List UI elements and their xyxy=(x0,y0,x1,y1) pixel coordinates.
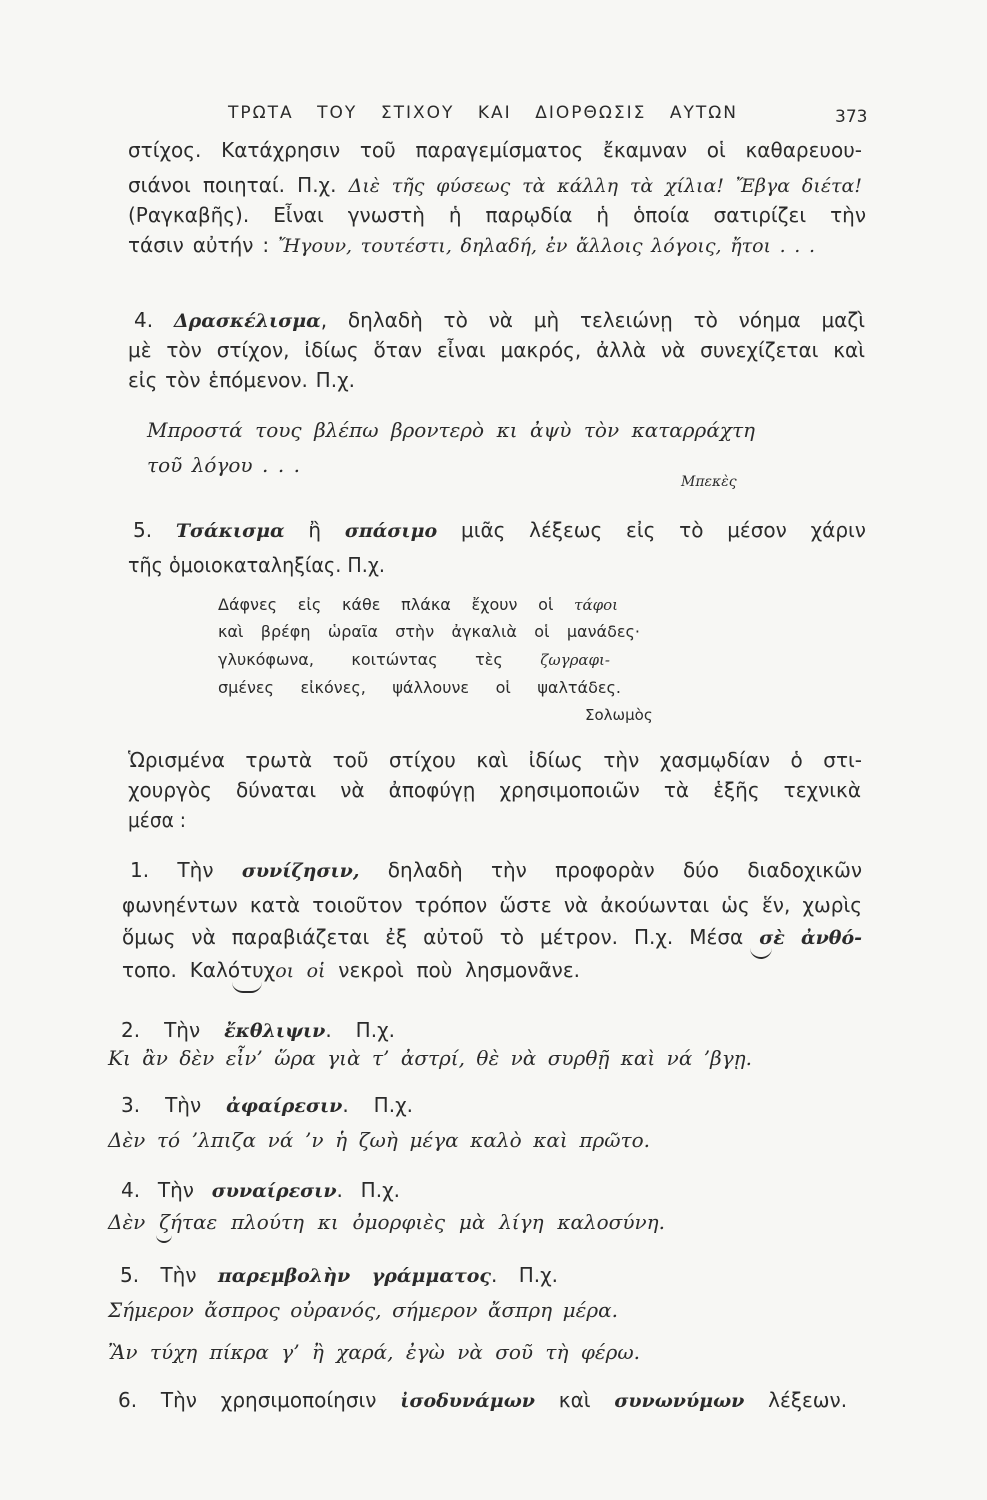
means-2-article: Τὴν xyxy=(164,1018,201,1042)
means-4-example: Δὲν ζήταε πλούτη κι ὀμορφιὲς μὰ λίγη καλοσύνη. xyxy=(108,1210,665,1234)
intro-line-2: χουργὸς δύναται νὰ ἀποφύγῃ χρησιμοποιῶν τὰ ἑξῆς τεχνικὰ xyxy=(128,778,861,802)
means-3-term: ἀφαίρεσιν xyxy=(226,1095,343,1117)
quote-2-line-1 xyxy=(218,594,618,616)
item-4-number: 4. xyxy=(134,308,154,332)
item-4-line-1 xyxy=(134,306,865,335)
quote-1-line-2: τοῦ λόγου . . . xyxy=(147,453,300,477)
quote-2-line-3-text: γλυκόφωνα, κοιτώντας τὲς xyxy=(218,650,503,669)
paragraph-1-line-4-text: τάσιν αὐτήν : xyxy=(128,233,270,257)
item-5-line-1-rest: μιᾶς λέξεως εἰς τὸ μέσον χάριν xyxy=(460,518,866,542)
means-6-line xyxy=(118,1386,847,1415)
means-6-term-2: συνωνύμων xyxy=(614,1390,745,1412)
means-6-text: Τὴν χρησιμοποίησιν xyxy=(160,1388,377,1412)
means-2-tail: . Π.χ. xyxy=(325,1018,395,1042)
means-6-tail: λέξεων. xyxy=(768,1388,848,1412)
item-4-line-1-rest: , δηλαδὴ τὸ νὰ μὴ τελειώνῃ τὸ νόημα μαζὶ xyxy=(320,308,866,332)
means-5-number: 5. xyxy=(120,1263,140,1287)
synizesis-mark xyxy=(750,948,772,959)
means-1-line-3-text: ὅμως νὰ παραβιάζεται ἐξ αὐτοῦ τὸ μέτρον. Π.χ. Μέσα xyxy=(122,925,744,949)
means-2-example: Κι ἂν δὲν εἶν’ ὥρα γιὰ τ’ ἀστρί, θὲ νὰ συρθῇ καὶ νά ’βγῃ. xyxy=(108,1046,752,1070)
means-3-tail: . Π.χ. xyxy=(342,1093,413,1117)
paragraph-1-line-2 xyxy=(128,171,862,200)
intro-line-3: μέσα : xyxy=(128,808,186,832)
means-1-line-1-rest: δηλαδὴ τὴν προφορὰν δύο διαδοχικῶν xyxy=(387,858,863,882)
means-2-heading xyxy=(121,1016,395,1045)
means-1-line-2: φωνηέντων κατὰ τοιοῦτον τρόπον ὥστε νὰ ἀκούωνται ὡς ἕν, χωρὶς xyxy=(122,893,862,917)
quote-1-author: Μπεκὲς xyxy=(681,474,737,490)
item-4-line-3: εἰς τὸν ἑπόμενον. Π.χ. xyxy=(128,368,355,392)
item-4-line-2: μὲ τὸν στίχον, ἰδίως ὅταν εἶναι μακρός, ἀλλὰ νὰ συνεχίζεται καὶ xyxy=(128,338,865,362)
means-4-tail: . Π.χ. xyxy=(336,1178,400,1202)
means-1-line-4 xyxy=(122,956,580,985)
means-3-example: Δὲν τό ’λπιζα νά ’ν ἡ ζωὴ μέγα καλὸ καὶ πρῶτο. xyxy=(108,1128,650,1152)
means-4-heading xyxy=(121,1176,400,1205)
item-5-term-1: Τσάκισμα xyxy=(175,520,285,542)
intro-line-1: Ὡρισμένα τρωτὰ τοῦ στίχου καὶ ἰδίως τὴν χασμῳδίαν ὁ στι- xyxy=(128,748,862,772)
means-1-line-4-text: τοπο. Καλότυχ xyxy=(122,958,276,982)
quote-1-line-1: Μπροστά τους βλέπω βροντερὸ κι ἀψὺ τὸν καταρράχτη xyxy=(147,418,755,442)
means-2-term: ἔκθλιψιν xyxy=(224,1020,326,1042)
means-1-number: 1. xyxy=(130,858,150,882)
means-3-heading xyxy=(121,1091,413,1120)
means-1-example-2: οι οἱ xyxy=(275,960,326,982)
means-1-example-1: σὲ ἀνθό- xyxy=(759,927,863,949)
item-5-conjunction: ἢ xyxy=(308,518,322,542)
paragraph-1-line-1: στίχος. Κατάχρησιν τοῦ παραγεμίσματος ἔκαμναν οἱ καθαρευου- xyxy=(128,138,862,162)
quote-2-line-1-text: Δάφνες εἰς κάθε πλάκα ἔχουν οἱ xyxy=(218,595,554,614)
means-1-line-4-rest: νεκροὶ ποὺ λησμονᾶνε. xyxy=(338,958,580,982)
means-3-number: 3. xyxy=(121,1093,141,1117)
item-5-line-1 xyxy=(133,516,866,545)
parody-example: Ἤγουν, τουτέστι, δηλαδή, ἐν ἄλλοις λόγοις, ἤτοι . . . xyxy=(278,235,815,257)
means-5-term: παρεμβολὴν γράμματος xyxy=(217,1265,491,1287)
item-5-line-2: τῆς ὁμοιοκαταληξίας. Π.χ. xyxy=(128,553,385,577)
item-5-number: 5. xyxy=(133,518,153,542)
running-title: ΤΡΩΤΑ ΤΟΥ ΣΤΙΧΟΥ ΚΑΙ ΔΙΟΡΘΩΣΙΣ ΑΥΤΩΝ xyxy=(228,103,738,123)
synizesis-mark xyxy=(232,982,262,993)
means-2-number: 2. xyxy=(121,1018,141,1042)
means-5-article: Τὴν xyxy=(160,1263,197,1287)
synaeresis-mark xyxy=(156,1233,172,1243)
quote-2-author: Σολωμὸς xyxy=(585,706,653,724)
quote-2-line-3-emph: ζωγραφι- xyxy=(540,651,610,669)
means-6-number: 6. xyxy=(118,1388,138,1412)
means-5-tail: . Π.χ. xyxy=(491,1263,559,1287)
katharevousa-example: Διὲ τῆς φύσεως τὰ κάλλη τὰ χίλια! Ἔβγα διέτα! xyxy=(348,175,862,197)
item-5-term-2: σπάσιμο xyxy=(344,520,438,542)
means-4-term: συναίρεσιν xyxy=(211,1180,337,1202)
paragraph-1-line-2-text: σιάνοι ποιηταί. Π.χ. xyxy=(128,173,337,197)
means-1-article: Τὴν xyxy=(177,858,214,882)
means-1-line-1 xyxy=(130,856,862,885)
means-1-term: συνίζησιν, xyxy=(241,860,360,882)
means-6-term-1: ἰσοδυνάμων xyxy=(400,1390,535,1412)
means-3-article: Τὴν xyxy=(165,1093,202,1117)
paragraph-1-line-4 xyxy=(128,231,815,260)
means-4-number: 4. xyxy=(121,1178,141,1202)
means-4-article: Τὴν xyxy=(157,1178,194,1202)
item-4-term: Δρασκέλισμα xyxy=(173,310,321,332)
means-5-heading xyxy=(120,1261,558,1290)
means-6-conjunction: καὶ xyxy=(558,1388,591,1412)
quote-2-line-4: σμένες εἰκόνες, ψάλλουνε οἱ ψαλτάδες. xyxy=(218,678,621,697)
means-5-example-2: Ἂν τύχη πίκρα γ’ ἢ χαρά, ἐγὼ νὰ σοῦ τὴ φέρω. xyxy=(108,1340,640,1364)
quote-2-line-2: καὶ βρέφη ὡραῖα στὴν ἀγκαλιὰ οἱ μανάδες· xyxy=(218,622,640,641)
quote-2-line-1-emph: τάφοι xyxy=(574,596,618,614)
means-5-example-1: Σήμερον ἄσπρος οὐρανός, σήμερον ἄσπρη μέρα. xyxy=(108,1298,618,1322)
paragraph-1-line-3: (Ραγκαβῆς). Εἶναι γνωστὴ ἡ παρῳδία ἡ ὁποία σατιρίζει τὴν xyxy=(128,203,866,227)
quote-2-line-3 xyxy=(218,649,610,671)
page-number: 373 xyxy=(835,107,868,127)
